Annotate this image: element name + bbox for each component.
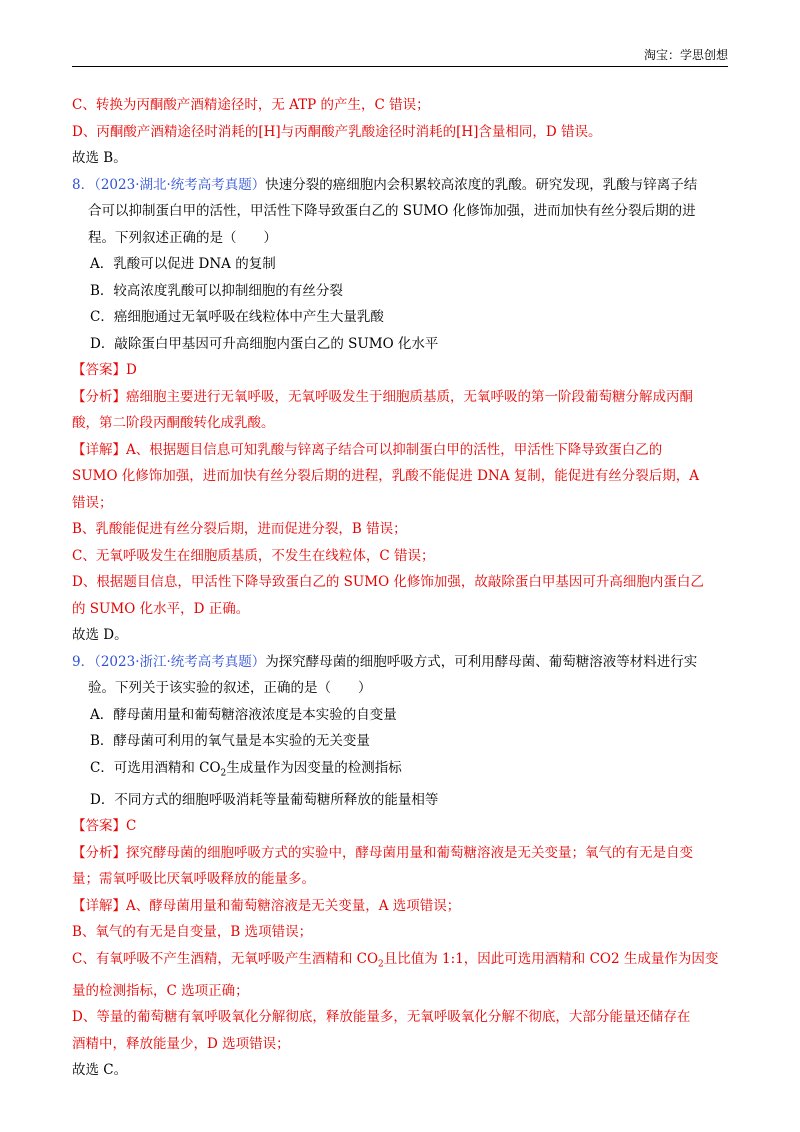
question-9-option-d: D．不同方式的细胞呼吸消耗等量葡萄糖所释放的能量相等	[90, 791, 439, 808]
co2-subscript: 2	[378, 959, 384, 970]
question-8-detail-d-line-2: 的 SUMO 化水平，D 正确。	[72, 600, 250, 617]
question-8-analysis-line-1: 【分析】癌细胞主要进行无氧呼吸，无氧呼吸发生于细胞质基质，无氧呼吸的第一阶段葡萄糖分解成丙酮	[72, 388, 693, 405]
question-9-detail-c-line-1	[72, 946, 728, 978]
co2-subscript: 2	[220, 768, 227, 779]
question-8-detail-line-1: 【详解】A、根据题目信息可知乳酸与锌离子结合可以抑制蛋白甲的活性，甲活性下降导致蛋白乙的	[72, 441, 663, 458]
question-9-answer: 【答案】C	[72, 818, 137, 835]
question-8-source: （2023·湖北·统考高考真题）	[94, 176, 266, 193]
question-9-option-c-text-end: 生成量作为因变量的检测指标	[226, 759, 402, 776]
page-header	[72, 44, 728, 67]
question-8-detail-line-2: SUMO 化修饰加强，进而加快有丝分裂后期的进程，乳酸不能促进 DNA 复制，能促进有丝分裂后期，A	[72, 468, 700, 484]
question-8-option-b: B．较高浓度乳酸可以抑制细胞的有丝分裂	[90, 282, 343, 299]
question-8-option-c: C．癌细胞通过无氧呼吸在线粒体中产生大量乳酸	[90, 309, 384, 325]
question-9-number: 9．	[72, 653, 95, 670]
question-9-stem-text: 为探究酵母菌的细胞呼吸方式，可利用酵母菌、葡萄糖溶液等材料进行实	[265, 653, 698, 670]
question-9-stem-line-2: 验。下列关于该实验的叙述，正确的是（ ）	[88, 680, 372, 696]
question-9-source: （2023·浙江·统考高考真题）	[94, 653, 266, 670]
question-8-number: 8．	[72, 176, 95, 193]
question-9-detail-c-text-end: 且比值为 1:1，因此可选用酒精和 CO2 生成量作为因变	[383, 950, 719, 967]
question-9-option-c	[72, 755, 728, 787]
question-9-option-b: B．酵母菌可利用的氧气量是本实验的无关变量	[90, 733, 370, 749]
question-8-detail-c: C、无氧呼吸发生在细胞质基质，不发生在线粒体，C 错误；	[72, 547, 435, 564]
question-9-option-a: A．酵母菌用量和葡萄糖溶液浓度是本实验的自变量	[90, 706, 397, 723]
prev-option-c-explanation: C、转换为丙酮酸产酒精途径时，无 ATP 的产生，C 错误；	[72, 97, 430, 113]
question-8-detail-line-3: 错误；	[72, 494, 113, 511]
question-8-detail-d-line-1: D、根据题目信息，甲活性下降导致蛋白乙的 SUMO 化修饰加强，故敲除蛋白甲基因可升高细胞内蛋白乙	[72, 574, 704, 590]
question-9-detail-d-line-2: 酒精中，释放能量少，D 选项错误；	[72, 1035, 290, 1052]
question-9-stem-line-1	[72, 649, 728, 676]
question-8-analysis-line-2: 酸，第二阶段丙酮酸转化成乳酸。	[72, 415, 275, 431]
question-9-detail-line-1: 【详解】A、酵母菌用量和葡萄糖溶液是无关变量，A 选项错误；	[72, 897, 461, 914]
question-9-analysis-line-1: 【分析】探究酵母菌的细胞呼吸方式的实验中，酵母菌用量和葡萄糖溶液是无关变量；氧气的有无是自变	[72, 844, 693, 861]
question-9-conclusion: 故选 C。	[72, 1062, 128, 1079]
document-body	[72, 92, 728, 1084]
prev-conclusion: 故选 B。	[72, 150, 127, 166]
header-text: 淘宝：学思创想	[643, 48, 728, 62]
question-9-detail-d-line-1: D、等量的葡萄糖有氧呼吸氧化分解彻底，释放能量多，无氧呼吸氧化分解不彻底，大部分能量还储存在	[72, 1009, 691, 1026]
question-8-conclusion: 故选 D。	[72, 627, 128, 643]
question-9-detail-b: B、氧气的有无是自变量，B 选项错误；	[72, 924, 313, 941]
question-8-option-d: D．敲除蛋白甲基因可升高细胞内蛋白乙的 SUMO 化水平	[90, 335, 439, 352]
prev-option-d-explanation: D、丙酮酸产酒精途径时消耗的[H]与丙酮酸产乳酸途径时消耗的[H]含量相同，D 错误。	[72, 123, 602, 140]
question-8-detail-b: B、乳酸能促进有丝分裂后期，进而促进分裂，B 错误；	[72, 521, 407, 537]
question-8-stem-line-3: 程。下列叙述正确的是（ ）	[88, 229, 277, 246]
question-8-stem-text: 快速分裂的癌细胞内会积累较高浓度的乳酸。研究发现，乳酸与锌离子结	[265, 176, 698, 193]
question-9-option-c-text: C．可选用酒精和 CO	[90, 759, 221, 776]
question-9-detail-c-line-2: 量的检测指标，C 选项正确；	[72, 982, 249, 999]
question-8-stem-line-2: 合可以抑制蛋白甲的活性，甲活性下降导致蛋白乙的 SUMO 化修饰加强，进而加快有丝分裂后期的进	[88, 203, 696, 219]
question-8-stem-line-1	[72, 172, 728, 199]
question-9-analysis-line-2: 量；需氧呼吸比厌氧呼吸释放的能量多。	[72, 871, 315, 888]
question-8-answer: 【答案】D	[72, 362, 137, 378]
question-8-option-a: A．乳酸可以促进 DNA 的复制	[90, 256, 276, 272]
question-9-detail-c-text: C、有氧呼吸不产生酒精，无氧呼吸产生酒精和 CO	[72, 950, 379, 967]
